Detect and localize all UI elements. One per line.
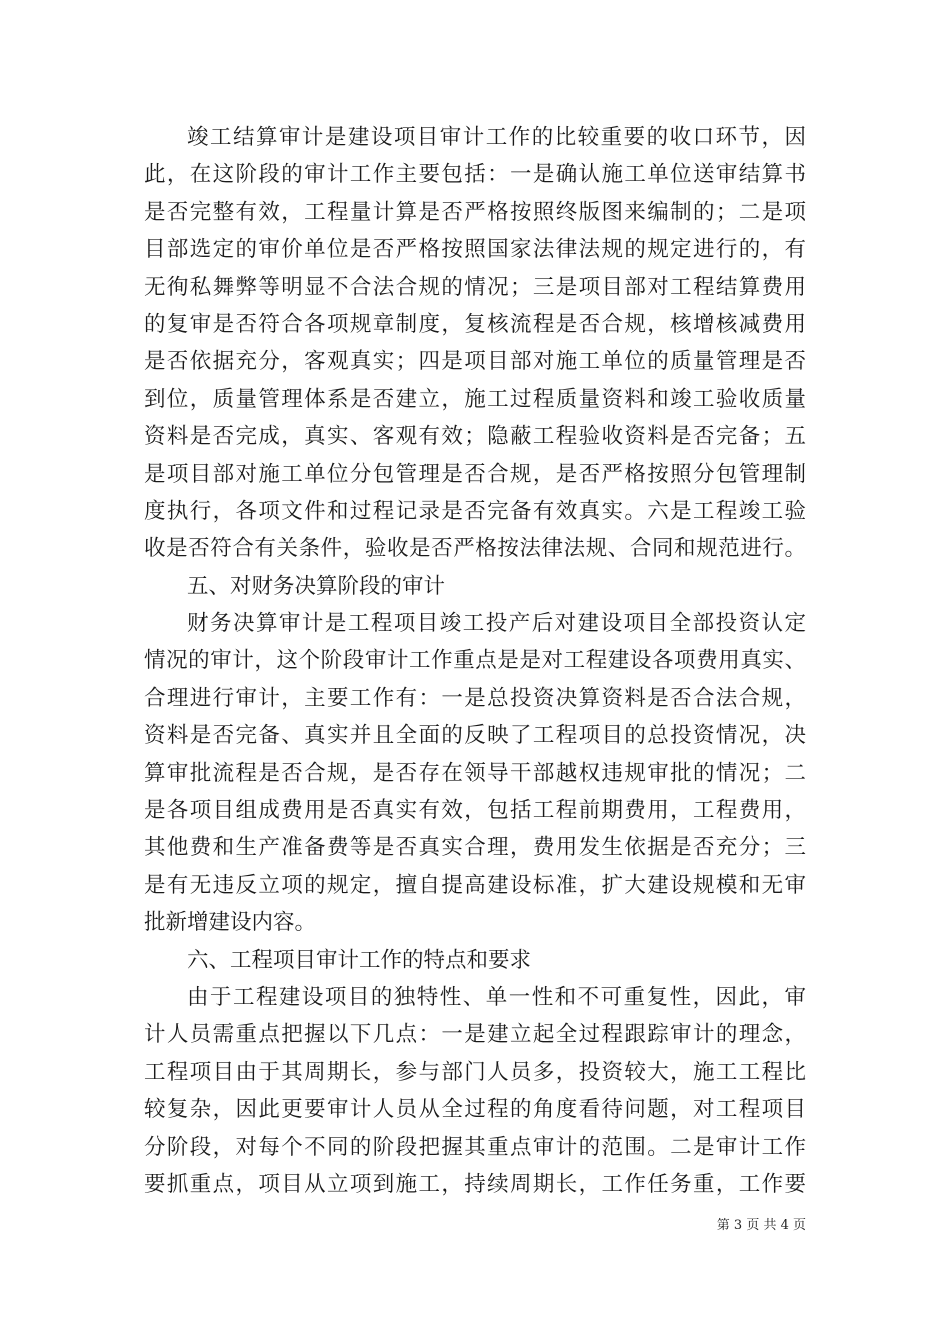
text-line: 资料是否完成，真实、客观有效；隐蔽工程验收资料是否完备；五 bbox=[144, 424, 806, 450]
document-body bbox=[144, 119, 806, 1203]
text-line: 的复审是否符合各项规章制度，复核流程是否合规，核增核减费用 bbox=[144, 311, 806, 337]
text-line: 较复杂，因此更要审计人员从全过程的角度看待问题，对工程项目 bbox=[144, 1097, 806, 1123]
text-line: 收是否符合有关条件，验收是否严格按法律法规、合同和规范进行。 bbox=[144, 536, 806, 562]
text-line: 批新增建设内容。 bbox=[144, 910, 317, 936]
text-line: 财务决算审计是工程项目竣工投产后对建设项目全部投资认定 bbox=[187, 611, 806, 637]
text-line: 此，在这阶段的审计工作主要包括：一是确认施工单位送审结算书 bbox=[144, 162, 806, 188]
text-line: 合理进行审计，主要工作有：一是总投资决算资料是否合法合规， bbox=[144, 685, 806, 711]
text-line: 由于工程建设项目的独特性、单一性和不可重复性，因此，审 bbox=[187, 984, 806, 1010]
page-number: 第 3 页 共 4 页 bbox=[716, 1218, 806, 1233]
text-line: 计人员需重点把握以下几点：一是建立起全过程跟踪审计的理念， bbox=[144, 1022, 806, 1048]
text-line: 度执行，各项文件和过程记录是否完备有效真实。六是工程竣工验 bbox=[144, 498, 806, 524]
text-line: 六、工程项目审计工作的特点和要求 bbox=[187, 947, 532, 973]
text-line: 无徇私舞弊等明显不合法合规的情况；三是项目部对工程结算费用 bbox=[144, 274, 806, 300]
text-line: 目部选定的审价单位是否严格按照国家法律法规的规定进行的，有 bbox=[144, 237, 806, 263]
text-line: 分阶段，对每个不同的阶段把握其重点审计的范围。二是审计工作 bbox=[144, 1134, 806, 1160]
text-line: 是否依据充分，客观真实；四是项目部对施工单位的质量管理是否 bbox=[144, 349, 806, 375]
text-line: 是否完整有效，工程量计算是否严格按照终版图来编制的；二是项 bbox=[144, 199, 806, 225]
text-line: 是项目部对施工单位分包管理是否合规，是否严格按照分包管理制 bbox=[144, 461, 806, 487]
text-line: 是有无违反立项的规定，擅自提高建设标准，扩大建设规模和无审 bbox=[144, 872, 806, 898]
text-line: 其他费和生产准备费等是否真实合理，费用发生依据是否充分；三 bbox=[144, 835, 806, 861]
text-line: 到位，质量管理体系是否建立，施工过程质量资料和竣工验收质量 bbox=[144, 386, 806, 412]
text-line: 五、对财务决算阶段的审计 bbox=[187, 573, 446, 599]
text-line: 资料是否完备、真实并且全面的反映了工程项目的总投资情况，决 bbox=[144, 723, 806, 749]
text-line: 工程项目由于其周期长，参与部门人员多，投资较大，施工工程比 bbox=[144, 1059, 806, 1085]
text-line: 竣工结算审计是建设项目审计工作的比较重要的收口环节，因 bbox=[187, 125, 806, 150]
text-line: 是各项目组成费用是否真实有效，包括工程前期费用，工程费用， bbox=[144, 798, 806, 824]
text-line: 要抓重点，项目从立项到施工，持续周期长，工作任务重，工作要 bbox=[144, 1171, 806, 1197]
text-line: 情况的审计，这个阶段审计工作重点是是对工程建设各项费用真实、 bbox=[144, 648, 806, 674]
text-line: 算审批流程是否合规，是否存在领导干部越权违规审批的情况；二 bbox=[144, 760, 806, 786]
